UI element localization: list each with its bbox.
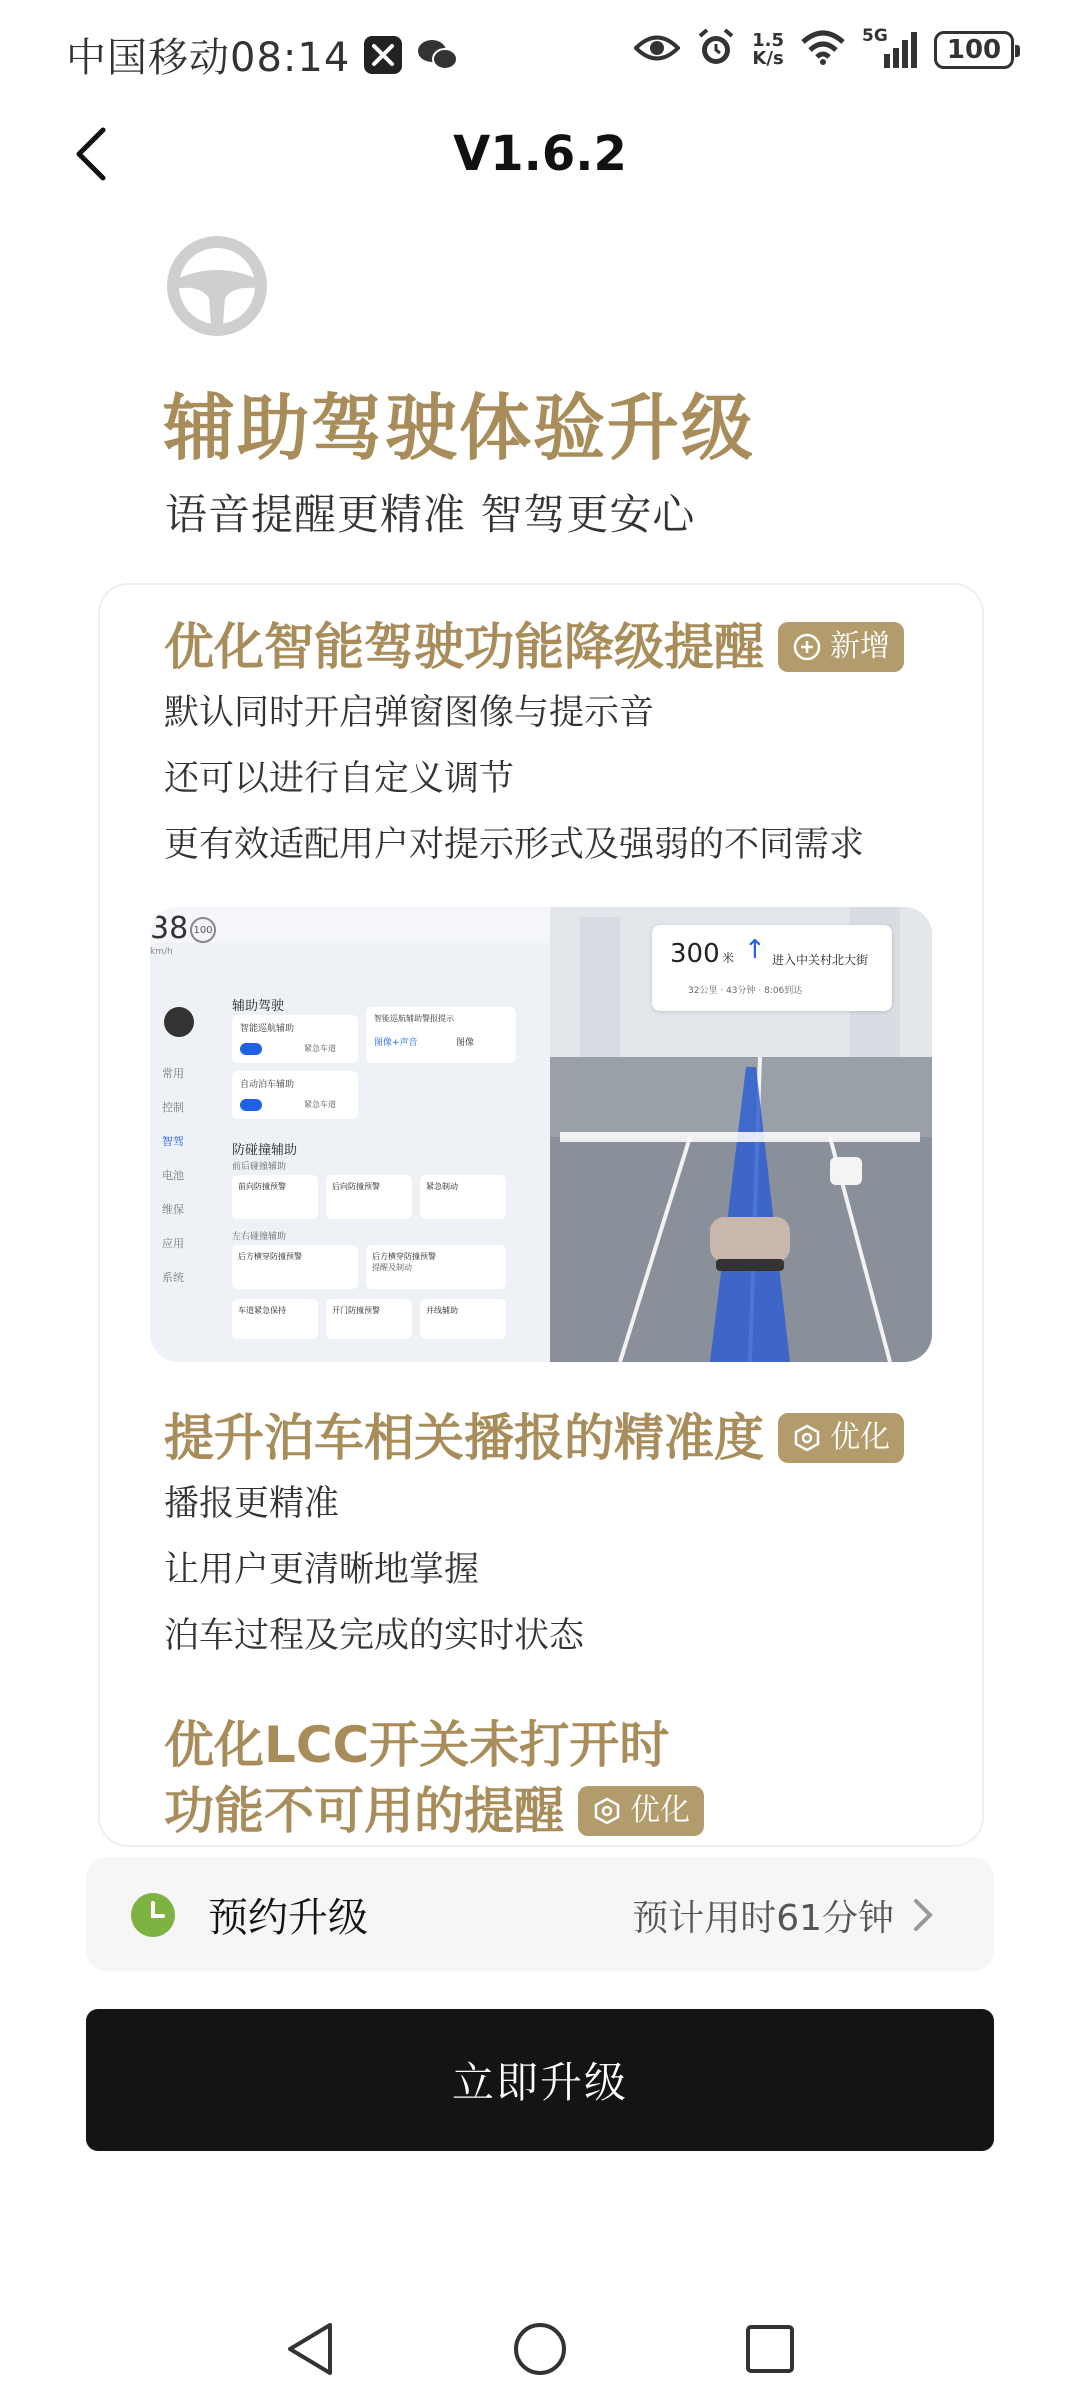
nav-distance: 300 — [670, 939, 720, 969]
collision-item — [366, 1245, 506, 1289]
side-menu — [162, 1057, 184, 1295]
feature-section — [164, 614, 954, 878]
nav-info: 32公里 · 43分钟 · 8:06到达 — [688, 986, 803, 996]
side-item: 智驾 — [162, 1135, 184, 1148]
nav-distance-unit: 米 — [722, 951, 735, 965]
net-speed-unit: K/s — [752, 48, 784, 69]
speed-limit-badge: 100 — [190, 917, 216, 943]
tag-label: 优化 — [830, 1420, 890, 1455]
row-option: 紧急车道 — [304, 1100, 336, 1109]
signal-label: 5G — [862, 26, 888, 46]
section-title — [164, 1778, 954, 1844]
hero-subtitle: 语音提醒更精准 智驾更安心 — [165, 490, 696, 539]
chevron-right-icon — [908, 1897, 938, 1933]
description-line: 默认同时开启弹窗图像与提示音 — [164, 693, 655, 733]
nav-recents-button[interactable] — [735, 2314, 805, 2384]
section-title — [164, 1405, 954, 1471]
nav-home-button[interactable] — [505, 2314, 575, 2384]
settings-row — [366, 1007, 516, 1063]
battery-icon — [934, 31, 1014, 69]
collision-item-label: 前向防撞预警 — [238, 1182, 286, 1191]
side-item: 维保 — [162, 1203, 184, 1216]
side-item: 控制 — [162, 1101, 184, 1114]
settings-row — [232, 1015, 358, 1063]
system-nav-bar — [0, 2300, 1080, 2400]
schedule-label: 预约升级 — [208, 1895, 368, 1941]
collision-item — [420, 1299, 506, 1339]
optimized-badge — [778, 1413, 904, 1463]
side-item: 常用 — [162, 1067, 184, 1080]
collision-item-label: 后方横穿防撞预警 — [372, 1252, 436, 1261]
hero-title: 辅助驾驶体验升级 — [163, 386, 756, 470]
page-title: V1.6.2 — [453, 126, 627, 182]
description-line: 让用户更清晰地掌握 — [164, 1550, 480, 1590]
arrow-up-icon: ↑ — [744, 935, 766, 965]
collision-item-label: 后向防撞预警 — [332, 1182, 380, 1191]
nav-road: 进入中关村北大街 — [772, 953, 869, 967]
row-label: 自动泊车辅助 — [240, 1080, 295, 1090]
collision-sub: 前后碰撞辅助 — [232, 1162, 287, 1172]
steering-wheel-icon — [163, 232, 271, 340]
collision-item-label: 紧急制动 — [426, 1182, 458, 1191]
collision-item — [420, 1175, 506, 1219]
signal-icon — [862, 26, 918, 70]
battery-level: 100 — [946, 35, 1002, 65]
collision-item-label: 车道紧急保持 — [238, 1306, 286, 1315]
toggle-icon — [240, 1043, 262, 1055]
nav-card — [652, 925, 892, 1011]
hexagon-icon — [792, 1423, 822, 1453]
square-recents-icon — [744, 2323, 796, 2375]
collision-item-value: 提醒及制动 — [372, 1263, 412, 1272]
net-speed-value: 1.5 — [752, 30, 784, 51]
collision-item — [326, 1175, 412, 1219]
schedule-estimate: 预计用时61分钟 — [632, 1898, 894, 1939]
collision-item-label: 并线辅助 — [426, 1306, 458, 1315]
speed-readout: 38 — [150, 911, 189, 946]
new-badge — [778, 622, 904, 672]
clock-icon — [130, 1892, 176, 1938]
row-option: 图像+声音 — [374, 1038, 418, 1048]
side-item: 电池 — [162, 1169, 184, 1182]
alarm-icon — [696, 28, 736, 72]
collision-item — [326, 1299, 412, 1339]
description-line: 还可以进行自定义调节 — [164, 759, 515, 799]
schedule-upgrade-row[interactable] — [86, 1857, 994, 1971]
collision-item-label: 开门防撞预警 — [332, 1306, 380, 1315]
row-label: 智能巡航辅助 — [240, 1024, 295, 1034]
speed-unit: km/h — [150, 947, 173, 957]
collision-item-label: 后方横穿防撞预警 — [238, 1252, 302, 1261]
tag-label: 新增 — [830, 629, 890, 664]
description-line: 更有效适配用户对提示形式及强弱的不同需求 — [164, 825, 865, 865]
section-title-text: 功能不可用的提醒 — [164, 1782, 564, 1840]
description-line: 泊车过程及完成的实时状态 — [164, 1616, 585, 1656]
circle-home-icon — [512, 2321, 568, 2377]
wifi-icon — [800, 30, 846, 70]
section-title-text: 优化智能驾驶功能降级提醒 — [164, 618, 764, 676]
nav-back-button[interactable] — [275, 2314, 345, 2384]
eye-icon — [634, 31, 680, 69]
feature-section — [164, 1405, 954, 1669]
avatar — [164, 1007, 194, 1037]
row-option: 紧急车道 — [304, 1044, 336, 1053]
tag-label: 优化 — [630, 1793, 690, 1828]
triangle-back-icon — [284, 2321, 336, 2377]
collision-item — [232, 1299, 318, 1339]
row-option: 图像 — [456, 1038, 475, 1048]
side-item: 应用 — [162, 1237, 184, 1250]
header — [0, 110, 1080, 200]
hexagon-icon — [592, 1796, 622, 1826]
collision-item — [232, 1175, 318, 1219]
optimized-badge — [578, 1786, 704, 1836]
collision-item — [232, 1245, 358, 1289]
toggle-icon — [240, 1099, 262, 1111]
x-app-icon — [364, 36, 402, 74]
release-notes-card[interactable] — [100, 585, 982, 1845]
side-item: 系统 — [162, 1271, 184, 1284]
section-title-text: 提升泊车相关播报的精准度 — [164, 1409, 764, 1467]
plus-circle-icon — [792, 632, 822, 662]
network-speed — [752, 32, 784, 68]
feature-section — [164, 1712, 954, 1844]
feature-screenshot — [150, 907, 932, 1362]
wechat-icon — [416, 36, 460, 74]
section-title — [164, 1712, 954, 1778]
settings-row — [232, 1071, 358, 1119]
section-title-text: 优化LCC开关未打开时 — [164, 1716, 670, 1774]
menu-title: 辅助驾驶 — [232, 999, 285, 1014]
status-left — [66, 26, 460, 83]
description-line: 播报更精准 — [164, 1484, 340, 1524]
upgrade-now-button[interactable]: 立即升级 — [86, 2009, 994, 2151]
carrier-time: 中国移动08:14 — [66, 35, 351, 81]
row-label: 智能巡航辅助警报提示 — [374, 1014, 454, 1023]
collision-title: 防碰撞辅助 — [232, 1143, 298, 1158]
side-collision-title: 左右碰撞辅助 — [232, 1232, 287, 1242]
section-title — [164, 614, 954, 680]
status-right — [634, 28, 1014, 72]
status-bar — [0, 0, 1080, 100]
